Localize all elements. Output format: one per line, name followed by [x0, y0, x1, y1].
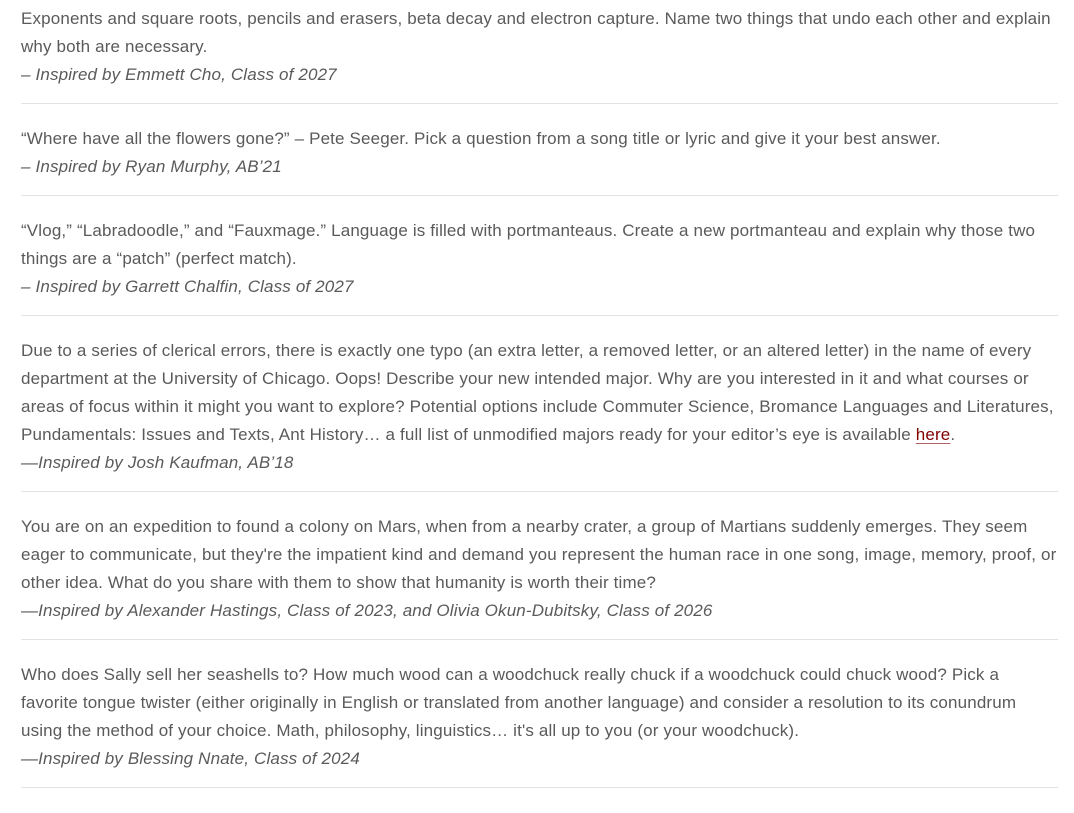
- essay-prompt-list: [21, 0, 1058, 804]
- essay-prompt-4: [21, 332, 1058, 492]
- essay-prompt-3: [21, 212, 1058, 316]
- prompt-attribution: – Inspired by Ryan Murphy, AB’21: [21, 157, 282, 176]
- essay-prompt-5: [21, 508, 1058, 640]
- prompt-attribution: —Inspired by Alexander Hastings, Class of 2023, and Olivia Okun-Dubitsky, Class of 2026: [21, 601, 713, 620]
- prompt-text: Who does Sally sell her seashells to? How much wood can a woodchuck really chuck if a woodchuck could chuck wood? Pick a favorite tongue twister (either originally in English or translated from another language) and consider a resolution to its conundrum using the method of your choice. Math, philosophy, linguistics… it's all up to you (or your woodchuck).: [21, 665, 1017, 740]
- prompt-text-after-link: .: [950, 425, 956, 444]
- prompt-attribution: —Inspired by Blessing Nnate, Class of 2024: [21, 749, 360, 768]
- prompt-text-before-link: Due to a series of clerical errors, there is exactly one typo (an extra letter, a removed letter, or an altered letter) in the name of every department at the University of Chicago. Oops! Describe your new intended major. Why are you interested in it and what courses or areas of focus within it might you want to explore? Potential options include Commuter Science, Bromance Languages and Literatures, Pundamentals: Issues and Texts, Ant History… a full list of unmodified majors ready for your editor’s eye is available: [21, 341, 1054, 444]
- essay-prompt-6: [21, 656, 1058, 788]
- essay-prompt-2: [21, 120, 1058, 196]
- prompt-text: Exponents and square roots, pencils and erasers, beta decay and electron capture. Name two things that undo each other and explain why both are necessary.: [21, 9, 1051, 56]
- prompt-attribution: —Inspired by Josh Kaufman, AB’18: [21, 453, 294, 472]
- prompt-attribution: – Inspired by Garrett Chalfin, Class of 2027: [21, 277, 354, 296]
- prompt-text: You are on an expedition to found a colony on Mars, when from a nearby crater, a group of Martians suddenly emerges. They seem eager to communicate, but they're the impatient kind and demand you represent the human race in one song, image, memory, proof, or other idea. What do you share with them to show that humanity is worth their time?: [21, 517, 1057, 592]
- prompt-text: “Where have all the flowers gone?” – Pete Seeger. Pick a question from a song title or lyric and give it your best answer.: [21, 129, 941, 148]
- majors-list-link[interactable]: here: [915, 425, 951, 444]
- prompt-attribution: – Inspired by Emmett Cho, Class of 2027: [21, 65, 337, 84]
- essay-prompt-1: [21, 0, 1058, 104]
- prompt-text: “Vlog,” “Labradoodle,” and “Fauxmage.” Language is filled with portmanteaus. Create a new portmanteau and explain why those two things are a “patch” (perfect match).: [21, 221, 1036, 268]
- prompt-text: [21, 337, 1058, 449]
